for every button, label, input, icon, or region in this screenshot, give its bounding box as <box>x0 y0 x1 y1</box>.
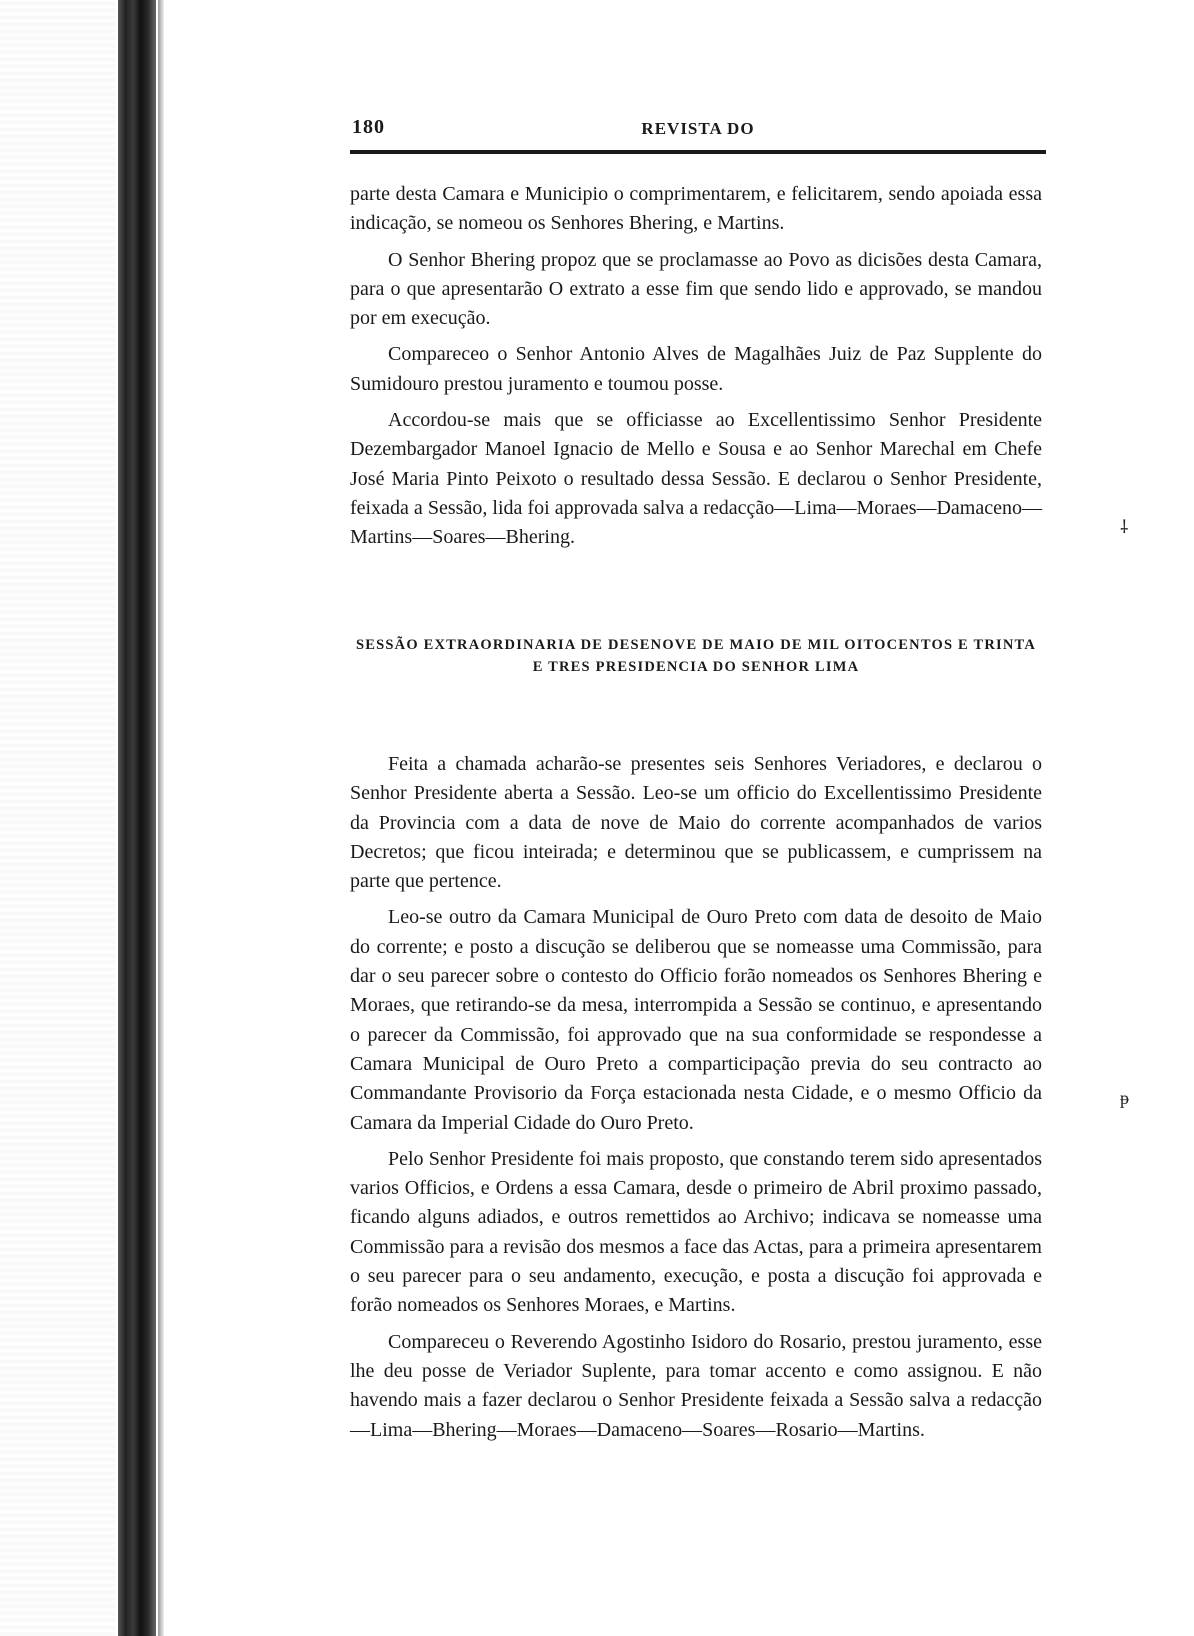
paragraph: Compareceu o Reverendo Agostinho Isidoro do Rosario, prestou juramento, esse lhe deu posse de Veriador Suplente, para tomar accento e como assignou. E não havendo mais a fazer declarou o Senhor Presidente feixada a Sessão salva a redacção—Lima—Bhering—Moraes—Damaceno—Soares—Rosario—Martins. <box>350 1330 1042 1441</box>
running-title: REVISTA DO <box>641 119 755 138</box>
session-heading <box>350 634 1042 678</box>
page-number: 180 <box>352 116 385 138</box>
header-rule <box>350 150 1046 154</box>
paragraph: Leo-se outro da Camara Municipal de Ouro Preto com data de desoito de Maio do corrente; e posto a discução se deliberou que se nomeasse uma Commissão, para dar o seu parecer sobre o contesto do Officio forão nomeados os Senhores Bhering e Moraes, que retirando-se da mesa, interrompida a Sessão se continuo, e apresentando o parecer da Commissão, foi approvado que na sua conformidade se respondesse a Camara Municipal de Ouro Preto a comparticipação previa do seu contracto ao Commandante Provisorio da Força estacionada nesta Cidade, e o mesmo Officio da Camara da Imperial Cidade do Ouro Preto. <box>350 906 1042 1134</box>
session-heading-line-2: E TRES PRESIDENCIA DO SENHOR LIMA <box>532 659 860 675</box>
paragraph: Accordou-se mais que se officiasse ao Excellentissimo Senhor Presidente Dezembargador Manoel Ignacio de Mello e Sousa e ao Senhor Marechal em Chefe José Maria Pinto Peixoto o resultado dessa Sessão. E declarou o Senhor Presidente, feixada a Sessão, lida foi approvada salva a redacção—Lima—Moraes—Damaceno—Martins—Soares—Bhering. <box>350 409 1042 549</box>
text-block-previous-session <box>350 180 1042 560</box>
scan-binding-shadow <box>118 0 156 1636</box>
paragraph: O Senhor Bhering propoz que se proclamasse ao Povo as dicisões desta Camara, para o que apresentarão O extrato a esse fim que sendo lido e approvado, se mandou por em execução. <box>350 248 1042 330</box>
paragraph: Pelo Senhor Presidente foi mais proposto, que constando terem sido apresentados varios Officios, e Ordens a essa Camara, desde o primeiro de Abril proximo passado, ficando alguns adiados, e outros remettidos ao Archivo; indicava se nomeasse uma Commissão para a revisão dos mesmos a face das Actas, para a primeira apresentarem o seu parecer para o seu andamento, execução, e posta a discução foi approvada e forão nomeados os Senhores Moraes, e Martins. <box>350 1147 1042 1317</box>
scan-left-speckle <box>0 0 115 1636</box>
scan-page-edge <box>158 0 164 1636</box>
margin-mark-icon: ⸸ <box>1120 517 1129 537</box>
text-block-session-minutes <box>350 750 1042 1452</box>
margin-mark-icon: ᵽ <box>1120 1088 1129 1108</box>
page-header <box>352 116 1044 146</box>
paragraph: Feita a chamada acharão-se presentes seis Senhores Veriadores, e declarou o Senhor Presidente aberta a Sessão. Leo-se um officio do Excellentissimo Presidente da Provincia com a data de nove de Maio do corrente acompanhados de varios Decretos; que ficou inteirada; e determinou que se publicassem, e cumprissem na parte que pertence. <box>350 753 1042 893</box>
paragraph: Compareceo o Senhor Antonio Alves de Magalhães Juiz de Paz Supplente do Sumidouro prestou juramento e toumou posse. <box>350 343 1042 395</box>
session-heading-line-1: SESSÃO EXTRAORDINARIA DE DESENOVE DE MAIO DE MIL OITOCENTOS E TRINTA <box>355 637 1036 653</box>
paragraph: parte desta Camara e Municipio o comprimentarem, e felicitarem, sendo apoiada essa indicação, se nomeou os Senhores Bhering, e Martins. <box>350 183 1042 235</box>
